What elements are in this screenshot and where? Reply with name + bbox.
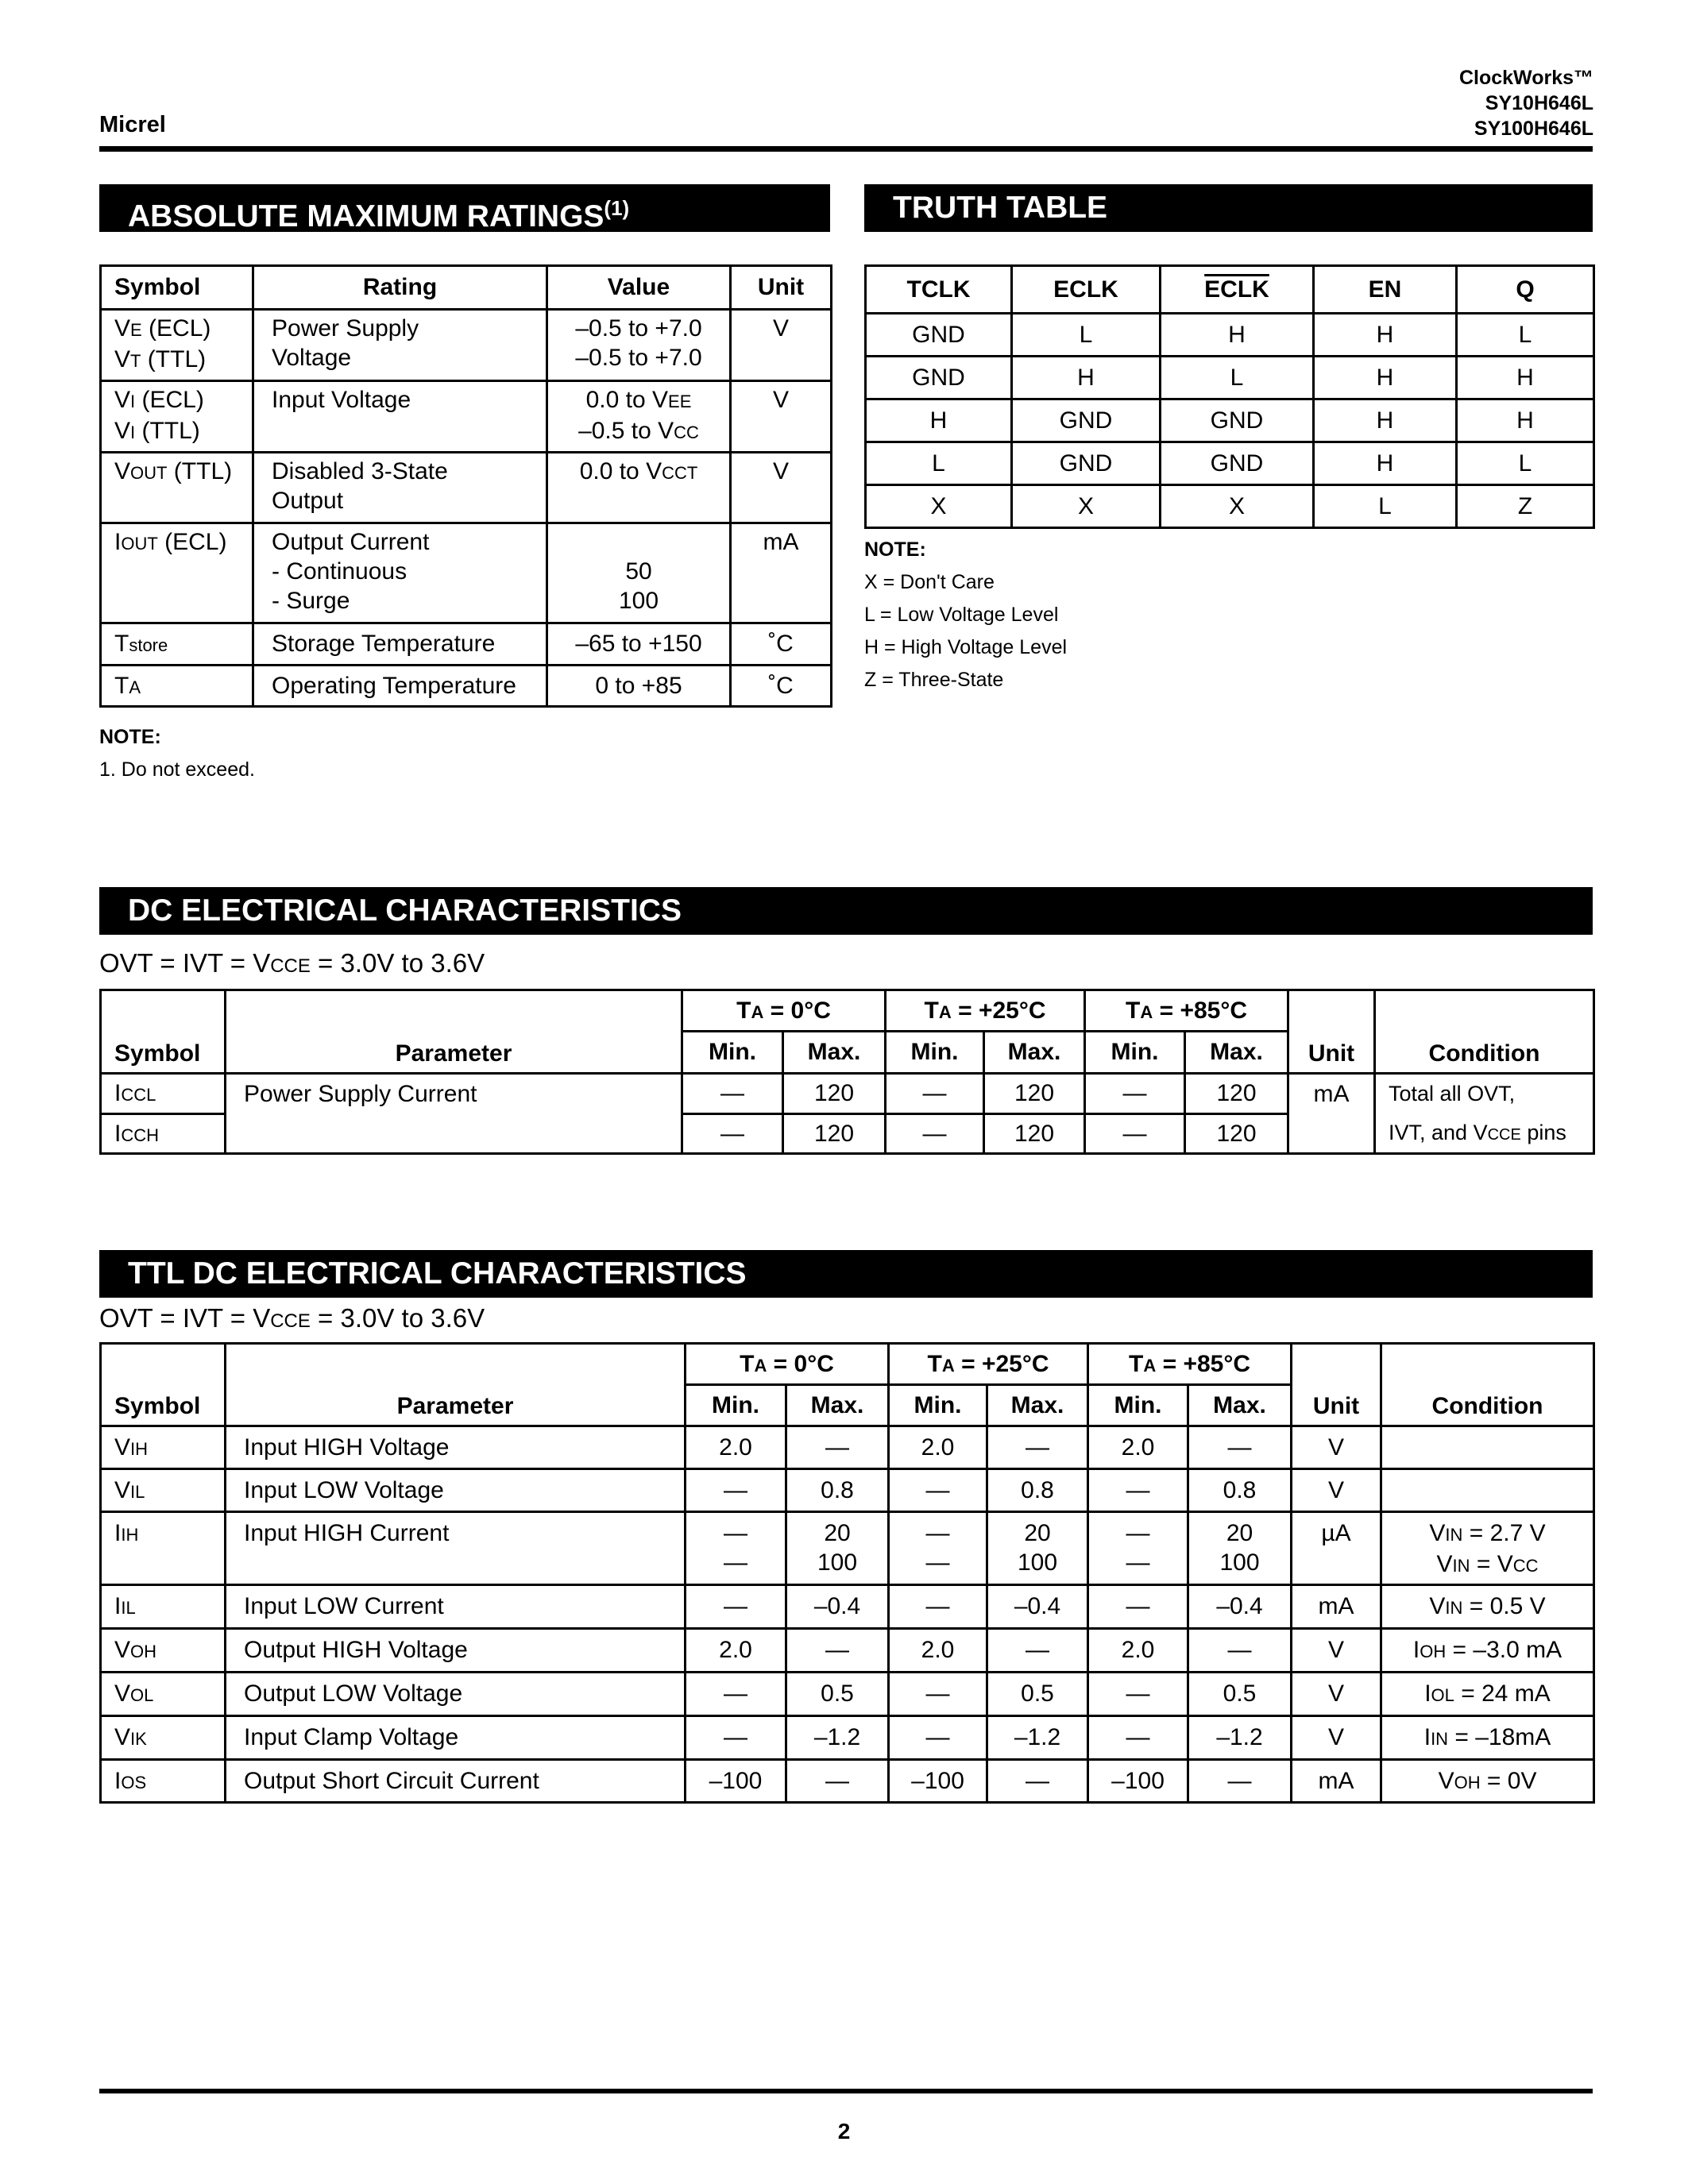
dc-row: ICCH — 120 — 120 — 120 IVT, and VCCE pins: [101, 1114, 1594, 1154]
product-line: ClockWorks™: [1458, 67, 1593, 89]
ttl-title-bar: [99, 1250, 1593, 1298]
amr-h-unit: Unit: [731, 266, 832, 310]
truth-h-eclk: ECLK: [1012, 266, 1161, 314]
dc-header-row-1: Symbol Parameter TA = 0°C TA = +25°C TA = +85°C Unit Condition: [101, 990, 1594, 1032]
part-number-2: SY100H646L: [1474, 118, 1593, 140]
amr-row: VE (ECL) VT (TTL) Power Supply Voltage –0.5 to +7.0 –0.5 to +7.0 V: [101, 310, 832, 381]
truth-row: GND L H H L: [866, 314, 1594, 357]
dc-table: [99, 989, 1595, 1155]
dc-condition: OVT = IVT = VCCE = 3.0V to 3.6V: [99, 948, 485, 978]
ttl-row: VIL Input LOW Voltage — 0.8 — 0.8 — 0.8 V: [101, 1469, 1594, 1512]
amr-h-value: Value: [547, 266, 731, 310]
amr-row: VOUT (TTL) Disabled 3-State Output 0.0 to VCCT V: [101, 453, 832, 523]
amr-row: IOUT (ECL) Output Current - Continuous - Surge 50 100 mA: [101, 523, 832, 623]
amr-table: [99, 264, 832, 708]
ttl-row: VIH Input HIGH Voltage 2.0 — 2.0 — 2.0 — V: [101, 1426, 1594, 1469]
page-number: 2: [837, 2119, 851, 2143]
truth-title: TRUTH TABLE: [893, 191, 1108, 225]
truth-row: X X X L Z: [866, 485, 1594, 528]
dc-row: ICCL Power Supply Current — 120 — 120 — 120 mA Total all OVT,: [101, 1074, 1594, 1114]
ttl-title: TTL DC ELECTRICAL CHARACTERISTICS: [128, 1256, 747, 1291]
dc-title: DC ELECTRICAL CHARACTERISTICS: [128, 893, 682, 928]
ttl-header-row-2: Min. Max. Min. Max. Min. Max.: [101, 1385, 1594, 1426]
ttl-row: IIH Input HIGH Current — — 20 100 — — 20 100 — — 20 100 µA VIN = 2.7 V VIN = VCC: [101, 1512, 1594, 1585]
amr-title-sup: (1): [604, 196, 630, 220]
amr-h-symbol: Symbol: [101, 266, 253, 310]
ttl-table: [99, 1342, 1595, 1804]
dc-header-row-2: Min. Max. Min. Max. Min. Max.: [101, 1032, 1594, 1074]
amr-h-rating: Rating: [253, 266, 547, 310]
ttl-condition: OVT = IVT = VCCE = 3.0V to 3.6V: [99, 1303, 485, 1333]
header-rule: [99, 146, 1593, 152]
truth-h-eclk-bar: ECLK: [1161, 266, 1314, 314]
truth-note: NOTE: X = Don't Care L = Low Voltage Level H = High Voltage Level Z = Three-State: [864, 538, 1068, 691]
header-right: [1459, 65, 1593, 141]
truth-title-bar: [864, 184, 1593, 232]
truth-h-tclk: TCLK: [866, 266, 1012, 314]
truth-table: [864, 264, 1595, 529]
ttl-header-row-1: Symbol Parameter TA = 0°C TA = +25°C TA = +85°C Unit Condition: [101, 1344, 1594, 1385]
truth-row: GND H L H H: [866, 357, 1594, 399]
truth-h-en: EN: [1314, 266, 1457, 314]
ttl-row: VOL Output LOW Voltage — 0.5 — 0.5 — 0.5 V IOL = 24 mA: [101, 1673, 1594, 1716]
truth-row: H GND GND H H: [866, 399, 1594, 442]
truth-header-row: [866, 266, 1594, 314]
footer-rule: [99, 2089, 1593, 2093]
amr-title: ABSOLUTE MAXIMUM RATINGS: [128, 199, 605, 233]
dc-title-bar: [99, 887, 1593, 935]
truth-h-q: Q: [1457, 266, 1594, 314]
ttl-row: VOH Output HIGH Voltage 2.0 — 2.0 — 2.0 — V IOH = –3.0 mA: [101, 1629, 1594, 1673]
amr-header-row: [101, 266, 832, 310]
company-name: Micrel: [99, 112, 166, 137]
ttl-row: IOS Output Short Circuit Current –100 — –100 — –100 — mA VOH = 0V: [101, 1760, 1594, 1803]
amr-note: NOTE: 1. Do not exceed.: [99, 726, 255, 781]
ttl-row: VIK Input Clamp Voltage — –1.2 — –1.2 — –1.2 V IIN = –18mA: [101, 1716, 1594, 1760]
amr-row: Tstore Storage Temperature –65 to +150 ˚C: [101, 623, 832, 666]
truth-row: L GND GND H L: [866, 442, 1594, 485]
part-number-1: SY10H646L: [1485, 92, 1593, 114]
amr-title-bar: [99, 184, 830, 232]
ttl-row: IIL Input LOW Current — –0.4 — –0.4 — –0.4 mA VIN = 0.5 V: [101, 1585, 1594, 1629]
amr-row: VI (ECL) VI (TTL) Input Voltage 0.0 to VEE –0.5 to VCC V: [101, 381, 832, 453]
amr-row: TA Operating Temperature 0 to +85 ˚C: [101, 666, 832, 707]
